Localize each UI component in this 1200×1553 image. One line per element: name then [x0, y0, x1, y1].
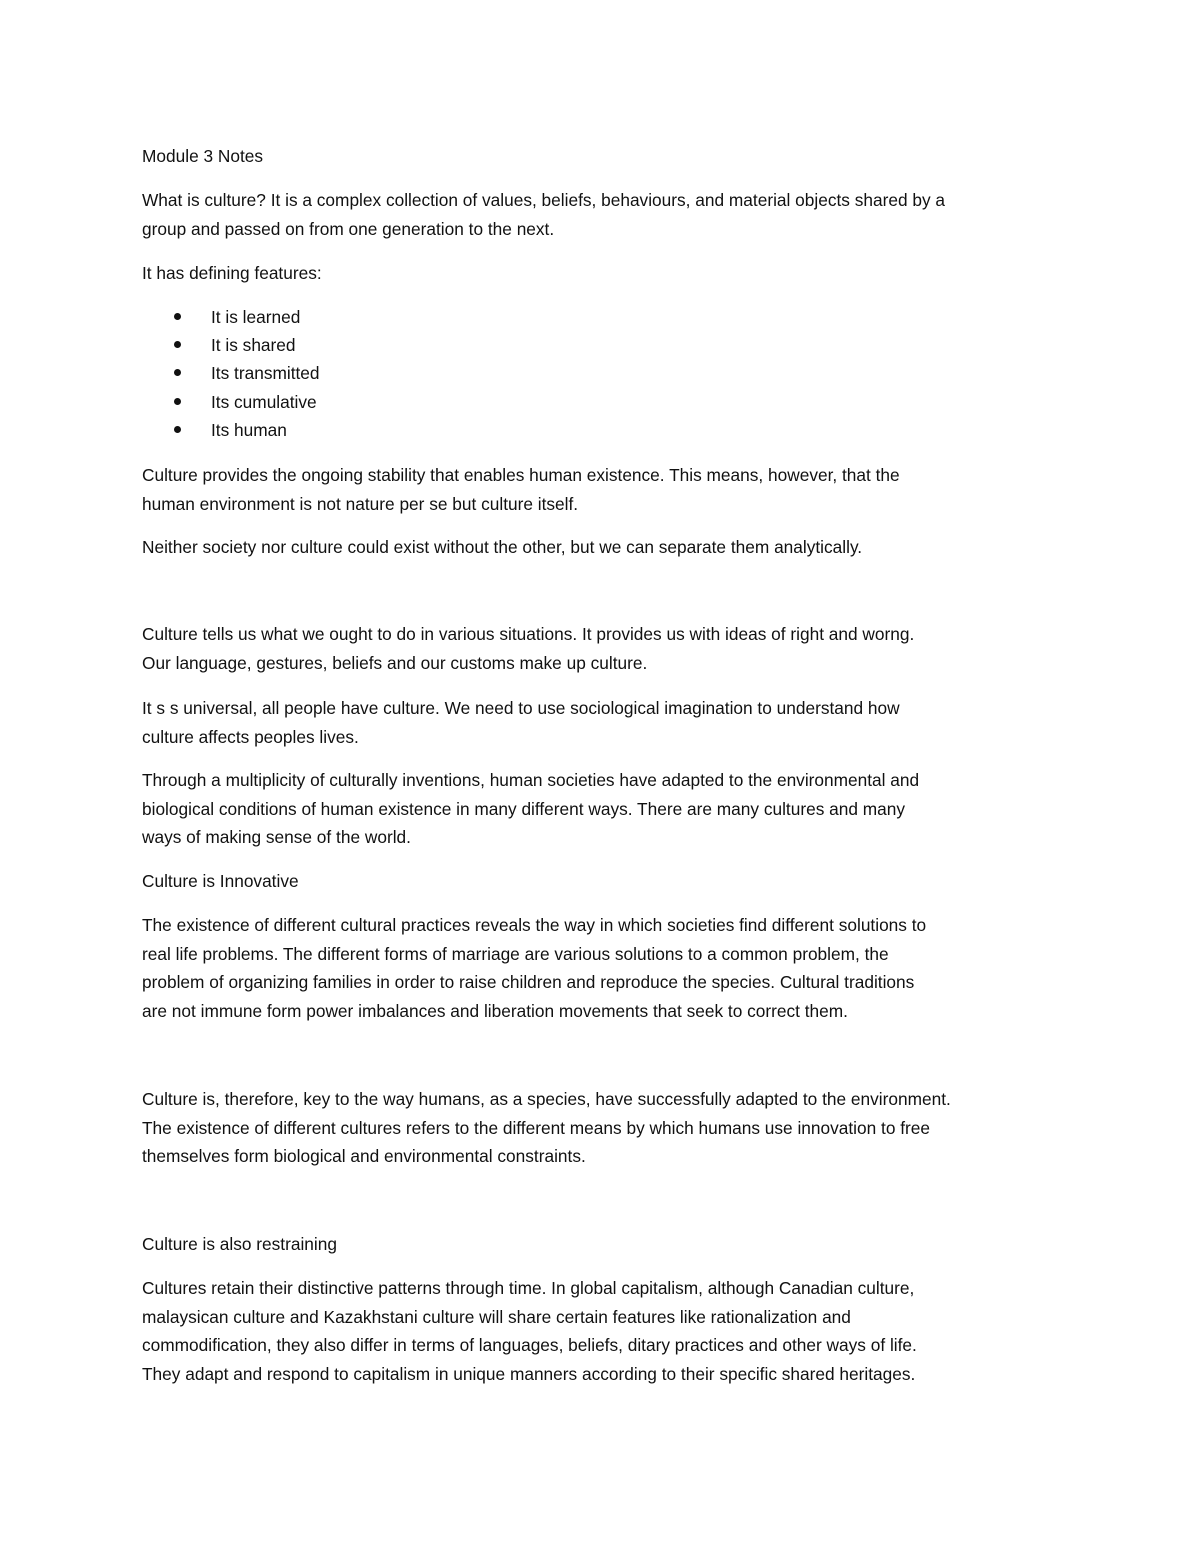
document-title: Module 3 Notes	[142, 146, 264, 166]
existence-paragraph: The existence of different cultural practices reveals the way in which societies find different solutions to real life problems. The different forms of marriage are various solutions to a common problem, the problem of organizing families in order to raise children and reproduce the species. Cultural traditions are not immune form power imbalances and liberation movements that seek to correct them.	[142, 915, 927, 1021]
bullet-icon	[174, 426, 181, 433]
bullet-icon	[174, 369, 181, 376]
retain-paragraph: Cultures retain their distinctive patterns through time. In global capitalism, although Canadian culture, malaysican culture and Kazakhstani culture will share certain features like rationalization and commodification, they also differ in terms of languages, beliefs, ditary practices and other ways of life. They adapt and respond to capitalism in unique manners according to their specific shared heritages.	[142, 1278, 917, 1384]
features-heading: It has defining features:	[142, 263, 322, 283]
bullet-icon	[174, 341, 181, 348]
bullet-icon	[174, 398, 181, 405]
list-item	[172, 416, 320, 444]
restraining-heading: Culture is also restraining	[142, 1234, 337, 1254]
list-item	[172, 388, 320, 416]
list-item-label: It is shared	[211, 335, 296, 356]
list-item-label: Its transmitted	[211, 363, 320, 384]
society-paragraph: Neither society nor culture could exist without the other, but we can separate them analytically.	[142, 537, 863, 557]
therefore-paragraph: Culture is, therefore, key to the way humans, as a species, have successfully adapted to the environment. The existence of different cultures refers to the different means by which humans use innovation to free themselves form biological and environmental constraints.	[142, 1089, 951, 1167]
list-item	[172, 359, 320, 387]
list-item-label: It is learned	[211, 307, 301, 327]
innovative-heading: Culture is Innovative	[142, 871, 299, 891]
bullet-icon	[174, 313, 181, 320]
list-item	[172, 331, 320, 359]
stability-paragraph: Culture provides the ongoing stability that enables human existence. This means, however, that the human environment is not nature per se but culture itself.	[142, 465, 900, 514]
list-item-label: Its cumulative	[211, 391, 317, 412]
features-list	[172, 303, 320, 444]
tells-paragraph: Culture tells us what we ought to do in various situations. It provides us with ideas of right and worng. Our language, gestures, beliefs and our customs make up culture.	[142, 624, 915, 673]
multiplicity-paragraph: Through a multiplicity of culturally inventions, human societies have adapted to the environmental and biological conditions of human existence in many different ways. There are many cultures and many ways of making sense of the world.	[142, 770, 920, 848]
list-item-label: Its human	[211, 419, 287, 440]
list-item	[172, 303, 320, 331]
universal-paragraph: It s s universal, all people have culture. We need to use sociological imagination to understand how culture affects peoples lives.	[142, 698, 900, 747]
intro-paragraph: What is culture? It is a complex collection of values, beliefs, behaviours, and material objects shared by a group and passed on from one generation to the next.	[142, 190, 946, 239]
